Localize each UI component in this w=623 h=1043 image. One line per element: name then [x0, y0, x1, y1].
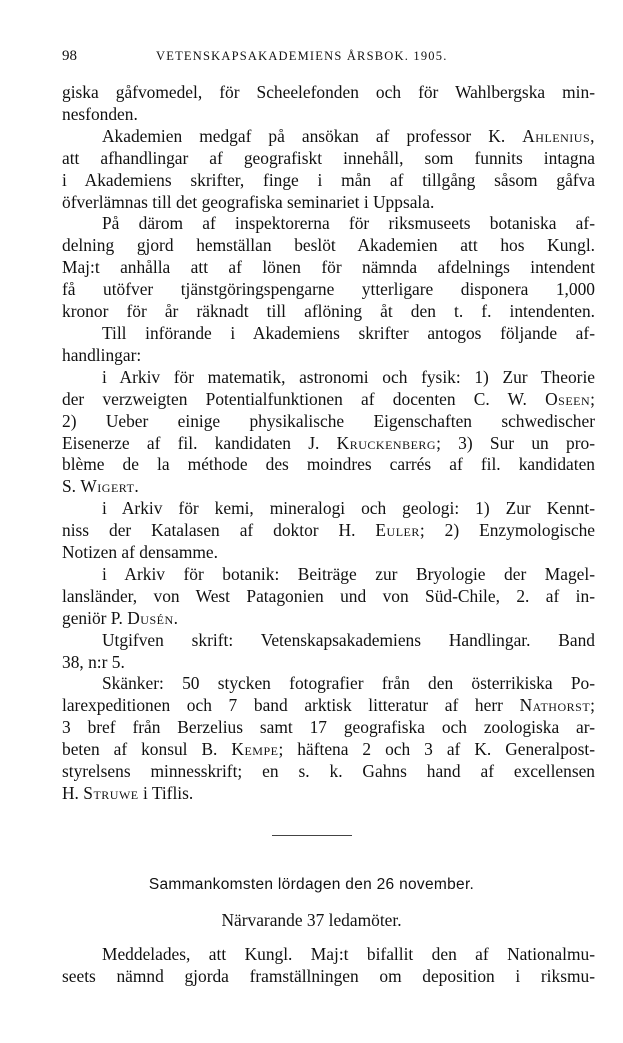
- person-name: Nathorst: [519, 695, 591, 716]
- text-run: S.: [62, 476, 77, 497]
- person-name: Ahlenius,: [522, 125, 595, 146]
- text-run: .: [134, 476, 139, 497]
- person-name: Wigert: [80, 476, 135, 497]
- section-body: [62, 943, 595, 987]
- text-line: [62, 739, 595, 761]
- text-run: ; häftena 2 och 3 af K. Generalpost-: [278, 739, 596, 760]
- text-line: i Arkiv för kemi, mineralogi och geologi: 1) Zur Kennt-: [102, 498, 595, 519]
- text-line: [62, 433, 595, 455]
- text-run: i Tiflis.: [138, 783, 194, 803]
- text-line: i Arkiv för botanik: Beiträge zur Bryologie der Magel-: [102, 563, 595, 584]
- text-line: [62, 520, 595, 542]
- person-name: Struwe: [83, 783, 139, 803]
- text-run: H.: [62, 783, 79, 803]
- text-line: delning gjord hemställan beslöt Akademien att hos Kungl.: [62, 235, 595, 256]
- text-run: beten af konsul B.: [62, 739, 218, 760]
- text-run: geniör P.: [62, 607, 123, 628]
- person-name: Dusén: [127, 607, 174, 628]
- text-line: lansländer, von West Patagonien und von Süd-Chile, 2. af in-: [62, 585, 595, 606]
- page-number: 98: [62, 48, 77, 64]
- text-line: [62, 608, 595, 630]
- text-run: ;: [590, 388, 596, 409]
- text-line: öfverlämnas till det geografiska seminariet i Uppsala.: [62, 191, 435, 212]
- text-line: [62, 695, 595, 717]
- body-text: [62, 82, 595, 805]
- text-line: seets nämnd gjorda framställningen om deposition i riksmu-: [62, 966, 595, 986]
- text-run: .: [173, 607, 178, 628]
- text-run: Eisenerze af fil. kandidaten J.: [62, 432, 320, 453]
- text-line: 38, n:r 5.: [62, 651, 125, 672]
- text-run: ;: [590, 695, 595, 716]
- text-line: På därom af inspektorerna för riksmuseets botaniska af-: [102, 213, 595, 234]
- text-run: larexpeditionen och 7 band arktisk litteratur af herr: [62, 695, 503, 716]
- text-line: Maj:t anhålla att af lönen för nämnda afdelnings intendent: [62, 257, 595, 278]
- text-line: få utöfver tjänstgöringspengarne ytterligare disponera 1,000: [62, 279, 595, 300]
- text-line: Skänker: 50 stycken fotografier från den österrikiska Po-: [102, 673, 595, 694]
- text-line: blème de la méthode des moindres carrés af fil. kandidaten: [62, 454, 595, 475]
- text-line: nesfonden.: [62, 103, 138, 124]
- text-line: kronor för år räknadt till aflöning åt den t. f. intendenten.: [62, 301, 595, 322]
- text-line: [62, 389, 595, 411]
- section-heading: Sammankomsten lördagen den 26 november.: [148, 876, 475, 893]
- person-name: Euler: [375, 520, 420, 541]
- text-line: i Akademiens skrifter, finge i mån af tillgång såsom gåfva: [62, 169, 595, 190]
- attendance-line: Närvarande 37 ledamöter.: [221, 910, 402, 930]
- running-title: VETENSKAPSAKADEMIENS ÅRSBOK. 1905.: [156, 49, 448, 63]
- text-line: Utgifven skrift: Vetenskapsakademiens Handlingar. Band: [102, 629, 595, 650]
- text-run: ; 2) Enzymologische: [419, 520, 595, 541]
- text-run: der verzweigten Potentialfunktionen af docenten C. W.: [62, 388, 527, 409]
- text-line: i Arkiv för matematik, astronomi och fysik: 1) Zur Theorie: [102, 366, 595, 387]
- text-line: [62, 126, 595, 148]
- text-run: Akademien medgaf på ansökan af professor K.: [102, 125, 506, 146]
- text-line: Notizen af densamme.: [62, 542, 218, 563]
- text-line: 2) Ueber einige physikalische Eigenschaften schwedischer: [62, 410, 595, 431]
- text-line: Till införande i Akademiens skrifter antogos följande af-: [102, 322, 595, 343]
- text-line: [62, 783, 595, 805]
- text-run: ; 3) Sur un pro-: [436, 432, 595, 453]
- text-line: handlingar:: [62, 344, 142, 365]
- text-line: Meddelades, att Kungl. Maj:t bifallit den af Nationalmu-: [102, 944, 595, 964]
- text-run: niss der Katalasen af doktor H.: [62, 520, 356, 541]
- text-line: giska gåfvomedel, för Scheelefonden och för Wahlbergska min-: [62, 82, 595, 102]
- person-name: Kruckenberg: [336, 432, 437, 453]
- person-name: Kempe: [231, 739, 279, 760]
- text-line: styrelsens minnesskrift; en s. k. Gahns hand af excellensen: [62, 761, 595, 782]
- text-line: att afhandlingar af geografiskt innehåll, som funnits intagna: [62, 147, 595, 168]
- person-name: Oseen: [545, 388, 591, 409]
- section-divider: [272, 835, 352, 836]
- text-line: 3 bref från Berzelius samt 17 geografiska och zoologiska ar-: [62, 717, 595, 738]
- text-line: [62, 476, 595, 498]
